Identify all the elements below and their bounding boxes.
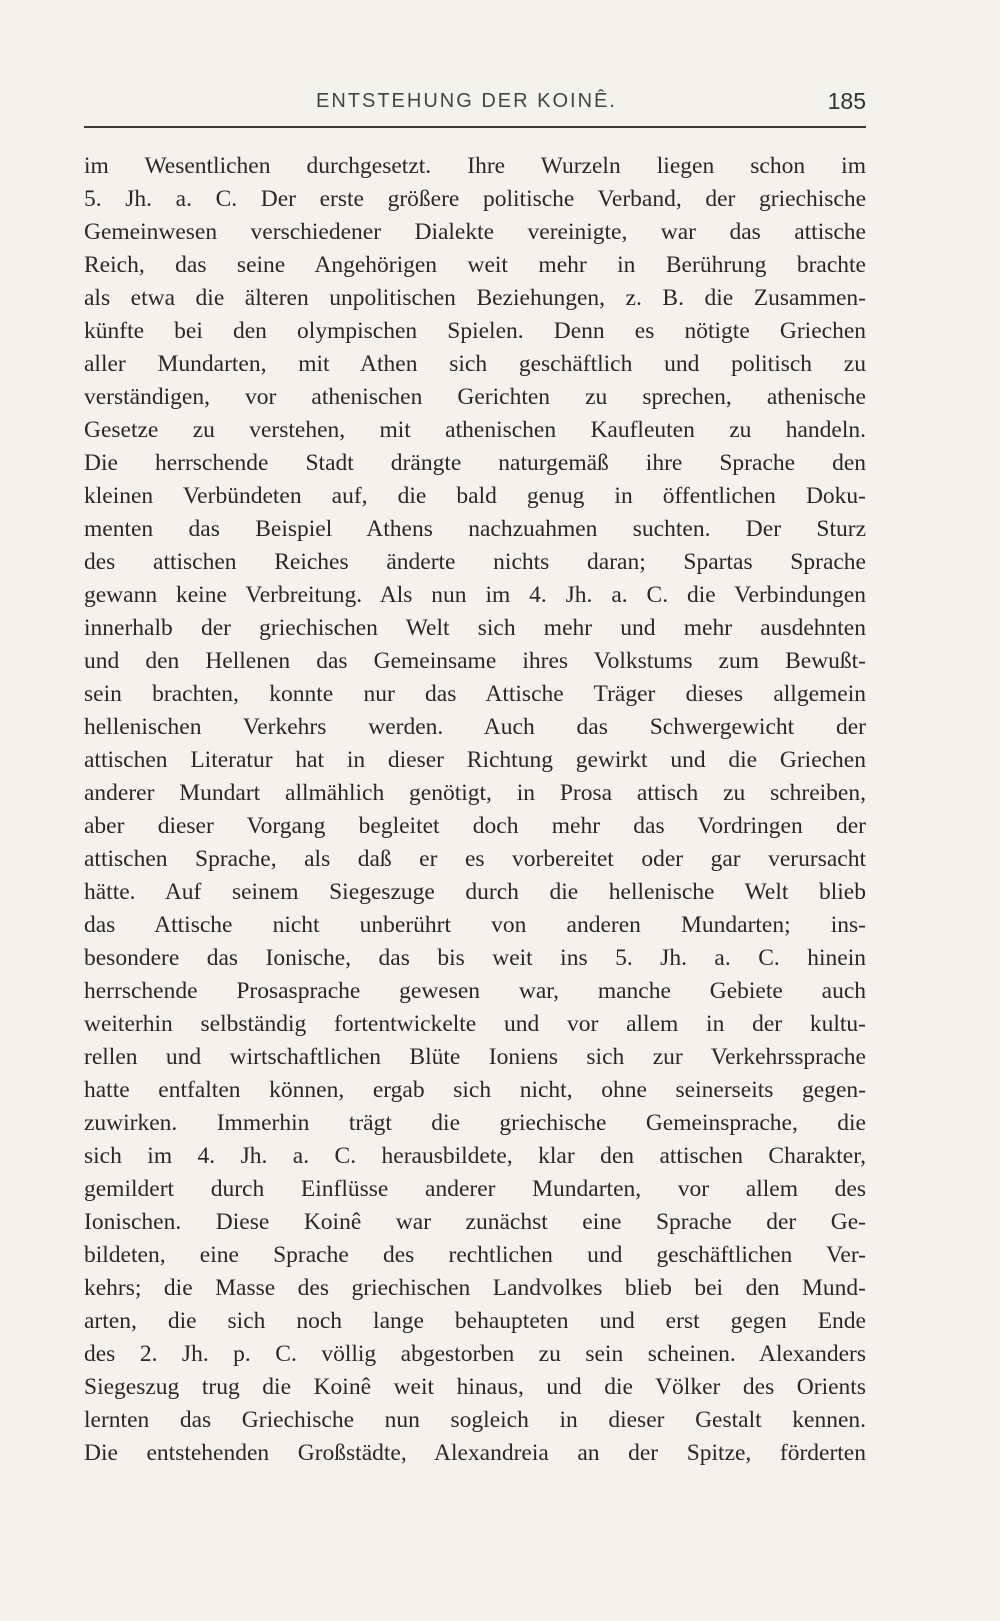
text-line: attischen Literatur hat in dieser Richtung gewirkt und die Griechen bbox=[84, 747, 866, 773]
text-line: künfte bei den olympischen Spielen. Denn es nötigte Griechen bbox=[84, 318, 866, 344]
text-line: sein brachten, konnte nur das Attische Träger dieses allgemein bbox=[84, 681, 866, 707]
text-line: besondere das Ionische, das bis weit ins 5. Jh. a. C. hinein bbox=[84, 945, 866, 971]
text-line: menten das Beispiel Athens nachzuahmen suchten. Der Sturz bbox=[84, 516, 866, 542]
body-text bbox=[84, 150, 866, 1470]
text-line: Reich, das seine Angehörigen weit mehr in Berührung brachte bbox=[84, 252, 866, 278]
header-rule bbox=[84, 126, 866, 128]
text-line: gemildert durch Einflüsse anderer Mundarten, vor allem des bbox=[84, 1176, 866, 1202]
text-line: das Attische nicht unberührt von anderen Mundarten; ins- bbox=[84, 912, 866, 938]
text-line: als etwa die älteren unpolitischen Beziehungen, z. B. die Zusammen- bbox=[84, 285, 866, 311]
text-line: des attischen Reiches änderte nichts daran; Spartas Sprache bbox=[84, 549, 866, 575]
text-line: bildeten, eine Sprache des rechtlichen und geschäftlichen Ver- bbox=[84, 1242, 866, 1268]
text-line: Gesetze zu verstehen, mit athenischen Kaufleuten zu handeln. bbox=[84, 417, 866, 443]
text-line: Die entstehenden Großstädte, Alexandreia an der Spitze, förderten bbox=[84, 1440, 866, 1466]
text-line: weiterhin selbständig fortentwickelte und vor allem in der kultu- bbox=[84, 1011, 866, 1037]
page-header bbox=[84, 90, 866, 124]
text-line: im Wesentlichen durchgesetzt. Ihre Wurzeln liegen schon im bbox=[84, 153, 866, 179]
text-line: Die herrschende Stadt drängte naturgemäß ihre Sprache den bbox=[84, 450, 866, 476]
running-title: ENTSTEHUNG DER KOINÊ. bbox=[316, 90, 617, 112]
text-line: kehrs; die Masse des griechischen Landvolkes blieb bei den Mund- bbox=[84, 1275, 866, 1301]
text-line: attischen Sprache, als daß er es vorbereitet oder gar verursacht bbox=[84, 846, 866, 872]
text-line: innerhalb der griechischen Welt sich mehr und mehr ausdehnten bbox=[84, 615, 866, 641]
text-line: Gemeinwesen verschiedener Dialekte vereinigte, war das attische bbox=[84, 219, 866, 245]
text-line: 5. Jh. a. C. Der erste größere politische Verband, der griechische bbox=[84, 186, 866, 212]
text-line: gewann keine Verbreitung. Als nun im 4. Jh. a. C. die Verbindungen bbox=[84, 582, 866, 608]
text-line: des 2. Jh. p. C. völlig abgestorben zu sein scheinen. Alexanders bbox=[84, 1341, 866, 1367]
page-number: 185 bbox=[827, 88, 866, 114]
text-line: aller Mundarten, mit Athen sich geschäftlich und politisch zu bbox=[84, 351, 866, 377]
text-line: sich im 4. Jh. a. C. herausbildete, klar den attischen Charakter, bbox=[84, 1143, 866, 1169]
text-line: hatte entfalten können, ergab sich nicht, ohne seinerseits gegen- bbox=[84, 1077, 866, 1103]
text-line: kleinen Verbündeten auf, die bald genug in öffentlichen Doku- bbox=[84, 483, 866, 509]
text-line: hellenischen Verkehrs werden. Auch das Schwergewicht der bbox=[84, 714, 866, 740]
text-line: anderer Mundart allmählich genötigt, in Prosa attisch zu schreiben, bbox=[84, 780, 866, 806]
text-line: zuwirken. Immerhin trägt die griechische Gemeinsprache, die bbox=[84, 1110, 866, 1136]
text-line: Ionischen. Diese Koinê war zunächst eine Sprache der Ge- bbox=[84, 1209, 866, 1235]
text-line: lernten das Griechische nun sogleich in dieser Gestalt kennen. bbox=[84, 1407, 866, 1433]
text-line: verständigen, vor athenischen Gerichten zu sprechen, athenische bbox=[84, 384, 866, 410]
text-line: und den Hellenen das Gemeinsame ihres Volkstums zum Bewußt- bbox=[84, 648, 866, 674]
text-line: herrschende Prosasprache gewesen war, manche Gebiete auch bbox=[84, 978, 866, 1004]
text-line: hätte. Auf seinem Siegeszuge durch die hellenische Welt blieb bbox=[84, 879, 866, 905]
text-line: aber dieser Vorgang begleitet doch mehr das Vordringen der bbox=[84, 813, 866, 839]
text-line: arten, die sich noch lange behaupteten und erst gegen Ende bbox=[84, 1308, 866, 1334]
text-line: Siegeszug trug die Koinê weit hinaus, und die Völker des Orients bbox=[84, 1374, 866, 1400]
text-line: rellen und wirtschaftlichen Blüte Ioniens sich zur Verkehrssprache bbox=[84, 1044, 866, 1070]
